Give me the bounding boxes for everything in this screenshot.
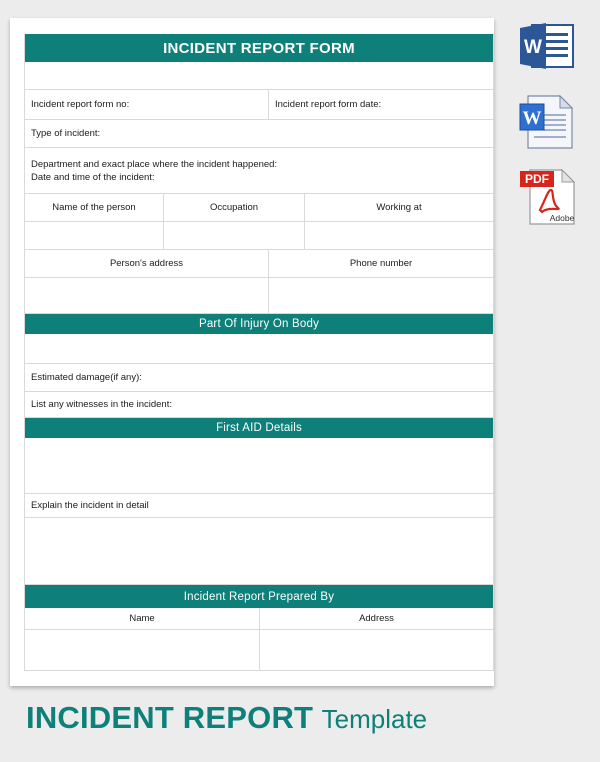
occupation-input[interactable] <box>164 222 305 249</box>
type-label: Type of incident: <box>31 128 101 139</box>
explain-label: Explain the incident in detail <box>31 500 149 511</box>
address-header-row <box>25 250 493 278</box>
prepared-name-header: Name <box>25 608 260 629</box>
report-no-label: Incident report form no: <box>31 99 130 110</box>
address-input-row <box>25 278 493 314</box>
department-row <box>25 148 493 194</box>
person-name-input[interactable] <box>25 222 164 249</box>
person-header-row <box>25 194 493 222</box>
working-at-input[interactable] <box>305 222 493 249</box>
word-doc-letter: W <box>522 108 542 129</box>
incident-report-form <box>24 34 494 671</box>
pdf-label: PDF <box>525 172 549 186</box>
explain-input-row <box>25 518 493 585</box>
word-icon[interactable] <box>518 22 576 75</box>
adobe-label: Adobe <box>549 213 575 223</box>
damage-field[interactable] <box>25 364 493 391</box>
caption-title: INCIDENT REPORT <box>26 700 314 735</box>
type-field[interactable] <box>25 120 493 147</box>
first-aid-row <box>25 438 493 494</box>
damage-label: Estimated damage(if any): <box>31 372 142 383</box>
form-title: INCIDENT REPORT FORM <box>25 34 493 62</box>
prepared-name-input[interactable] <box>25 630 260 670</box>
working-at-header: Working at <box>376 202 422 213</box>
department-field[interactable] <box>25 148 493 193</box>
person-input-row <box>25 222 493 250</box>
prepared-input-row <box>25 630 493 670</box>
pdf-icon[interactable] <box>518 168 576 231</box>
prepared-address-header: Address <box>359 613 394 624</box>
explain-row <box>25 494 493 518</box>
word-letter: W <box>524 37 542 58</box>
caption-subtitle: Template <box>321 704 428 734</box>
datetime-label: Date and time of the incident: <box>31 171 155 183</box>
first-aid-input[interactable] <box>25 438 493 493</box>
witnesses-row <box>25 392 493 418</box>
type-row <box>25 120 493 148</box>
address-header: Person's address <box>25 250 269 277</box>
word-document-icon[interactable] <box>518 94 576 155</box>
damage-row <box>25 364 493 392</box>
section-first-aid: First AID Details <box>25 418 493 438</box>
prepared-address-input[interactable] <box>260 630 493 670</box>
report-date-field[interactable] <box>269 90 493 119</box>
blank-row <box>25 62 493 90</box>
occupation-header: Occupation <box>164 194 305 221</box>
person-name-header: Name of the person <box>25 194 164 221</box>
department-label: Department and exact place where the incident happened: <box>31 158 278 170</box>
report-no-field[interactable] <box>25 90 269 119</box>
report-info-row <box>25 90 493 120</box>
section-prepared: Incident Report Prepared By <box>25 585 493 608</box>
phone-header: Phone number <box>349 258 413 269</box>
explain-input[interactable] <box>25 518 493 584</box>
blank-field[interactable] <box>25 62 493 89</box>
template-caption <box>26 700 427 736</box>
report-date-label: Incident report form date: <box>275 99 382 110</box>
injury-row <box>25 334 493 364</box>
explain-field[interactable] <box>25 494 493 517</box>
prepared-header-row <box>25 608 493 630</box>
phone-input[interactable] <box>269 278 493 313</box>
injury-input[interactable] <box>25 334 493 363</box>
section-injury: Part Of Injury On Body <box>25 314 493 334</box>
witnesses-field[interactable] <box>25 392 493 417</box>
witnesses-label: List any witnesses in the incident: <box>31 399 172 410</box>
address-input[interactable] <box>25 278 269 313</box>
